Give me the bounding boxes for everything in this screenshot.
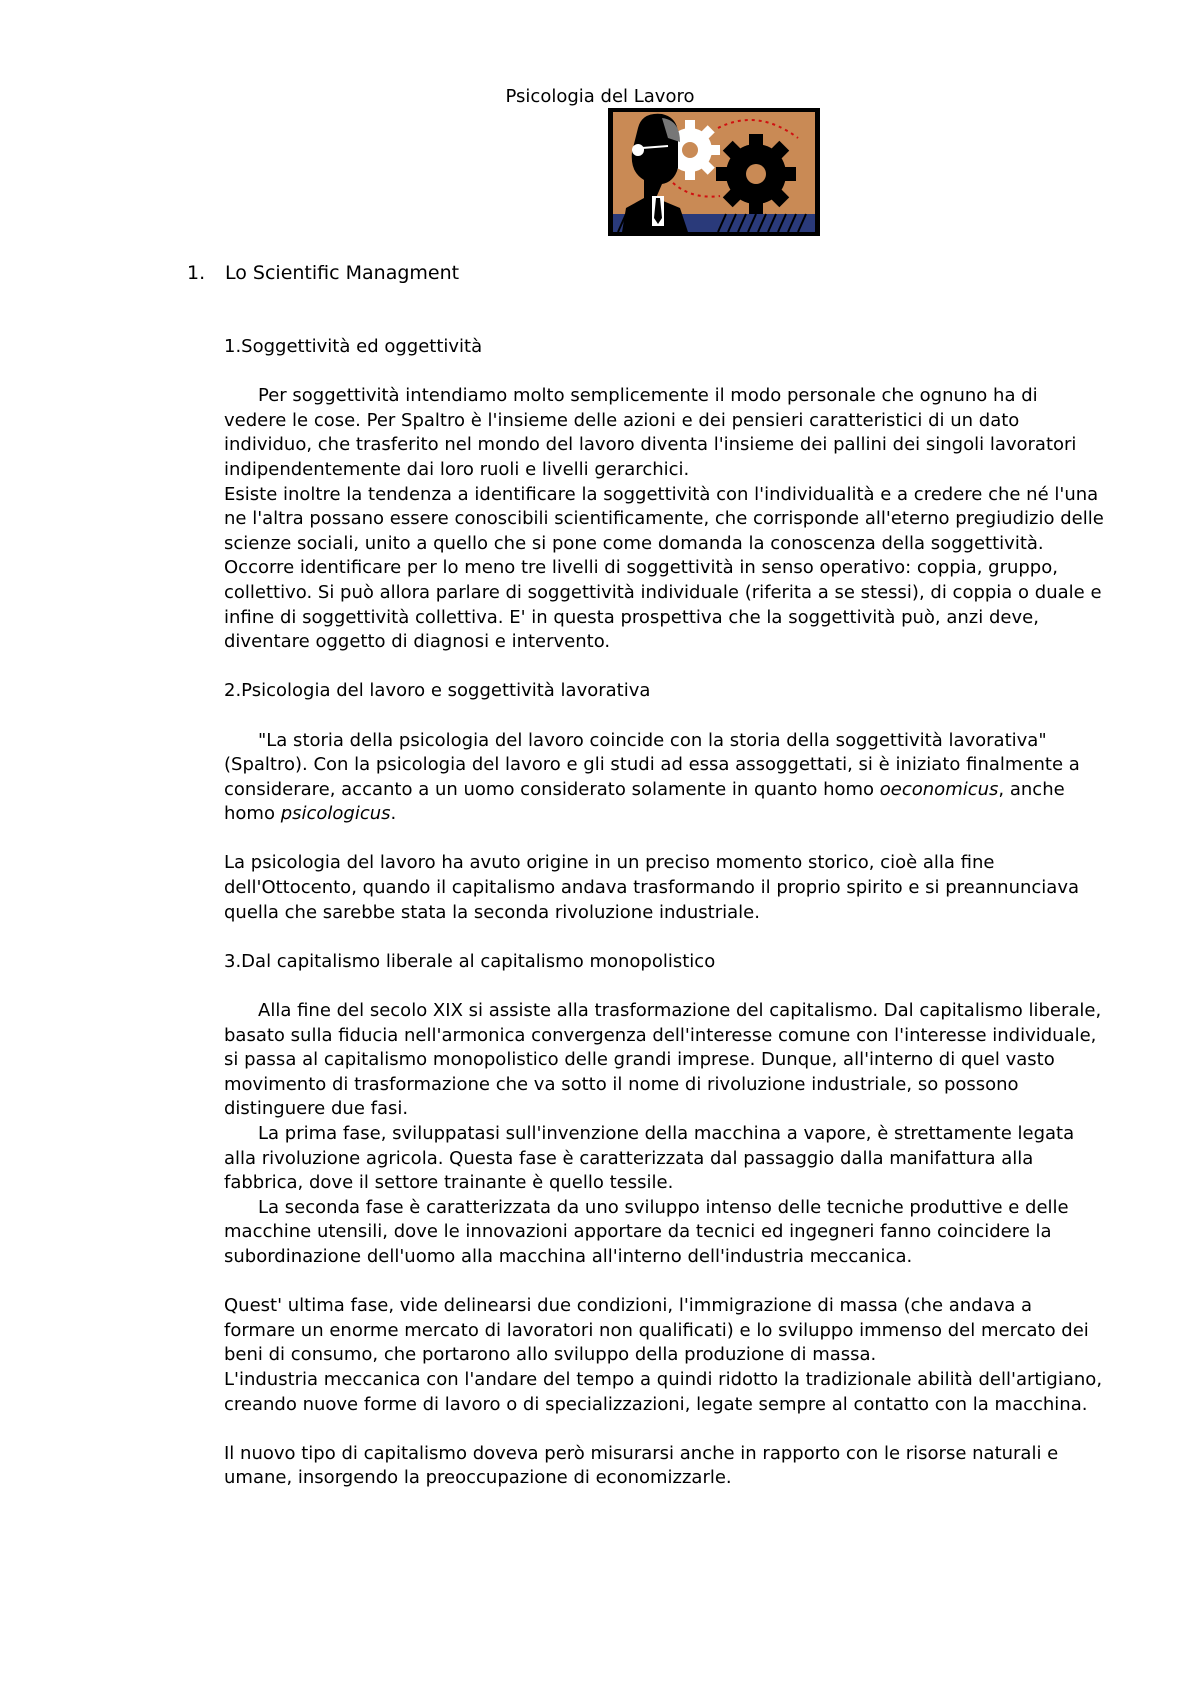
document-body <box>224 335 1104 1491</box>
paragraph: La psicologia del lavoro ha avuto origine in un preciso momento storico, cioè alla fine dell'Ottocento, quando il capitalismo andava trasformando il proprio spirito e si preannunciava quella che sarebbe stata la seconda rivoluzione industriale. <box>224 852 1080 923</box>
section-heading: 2.Psicologia del lavoro e soggettività lavorativa <box>224 680 651 702</box>
paragraph: La prima fase, sviluppatasi sull'invenzione della macchina a vapore, è strettamente legata alla rivoluzione agricola. Questa fase è caratterizzata dal passaggio dalla manifattura alla fabbrica, dove il settore trainante è quello tessile. <box>224 1123 1075 1194</box>
paragraph: Esiste inoltre la tendenza a identificare la soggettività con l'individualità e a credere che né l'una ne l'altra possano essere conoscibili scientificamente, che corrisponde all'eterno pregiudizio delle scienze sociali, unito a quello che si pone come domanda la conoscenza della soggettività. <box>224 483 1104 554</box>
section-heading: 1.Soggettività ed oggettività <box>224 336 483 357</box>
paragraph: Il nuovo tipo di capitalismo doveva però misurarsi anche in rapporto con le risorse naturali e umane, insorgendo la preoccupazione di economizzarle. <box>224 1442 1059 1489</box>
document-title: Psicologia del Lavoro <box>505 86 695 107</box>
paragraph: Occorre identificare per lo meno tre livelli di soggettività in senso operativo: coppia, gruppo, collettivo. Si può allora parlare di soggettività individuale (riferita a se stessi), di coppia o duale e infine di soggettività collettiva. E' in questa prospettiva che la soggettività può, anzi deve, diventare oggetto di diagnosi e intervento. <box>224 557 1102 653</box>
section-heading: 3.Dal capitalismo liberale al capitalismo monopolistico <box>224 950 716 972</box>
chapter-heading <box>187 262 459 284</box>
paragraph: La seconda fase è caratterizzata da uno sviluppo intenso delle tecniche produttive e delle macchine utensili, dove le innovazioni apportare da tecnici ed ingegneri fanno coincidere la subordinazione dell'uomo alla macchina all'interno dell'industria meccanica. <box>224 1196 1069 1267</box>
paragraph: L'industria meccanica con l'andare del tempo a quindi ridotto la tradizionale abilità dell'artigiano, creando nuove forme di lavoro o di specializzazioni, legate sempre al contatto con la macchina. <box>224 1368 1103 1415</box>
businessman-gears-icon <box>608 108 820 236</box>
paragraph: Per soggettività intendiamo molto semplicemente il modo personale che ognuno ha di vedere le cose. Per Spaltro è l'insieme delle azioni e dei pensieri caratteristici di un dato individuo, che trasferito nel mondo del lavoro diventa l'insieme dei pallini dei singoli lavoratori indipendentemente dai loro ruoli e livelli gerarchici. <box>224 385 1077 480</box>
paragraph: Alla fine del secolo XIX si assiste alla trasformazione del capitalismo. Dal capitalismo liberale, basato sulla fiducia nell'armonica convergenza dell'interesse comune con l'interesse individuale, si passa al capitalismo monopolistico delle grandi imprese. Dunque, all'interno di quel vasto movimento di trasformazione che va sotto il nome di rivoluzione industriale, so possono distinguere due fasi. <box>224 1000 1102 1120</box>
chapter-number: 1. <box>187 262 206 284</box>
paragraph: "La storia della psicologia del lavoro coincide con la storia della soggettività lavorativa" (Spaltro). Con la psicologia del lavoro e gli studi ad essa assoggettati, si è iniziato finalmente a considerare, accanto a un uomo considerato solamente in quanto homo oeconomicus, anche homo psicologicus. <box>224 729 1080 825</box>
paragraph: Quest' ultima fase, vide delinearsi due condizioni, l'immigrazione di massa (che andava a formare un enorme mercato di lavoratori non qualificati) e lo sviluppo immenso del mercato dei beni di consumo, che portarono allo sviluppo della produzione di massa. <box>224 1295 1089 1366</box>
chapter-title: Lo Scientific Managment <box>225 262 460 284</box>
